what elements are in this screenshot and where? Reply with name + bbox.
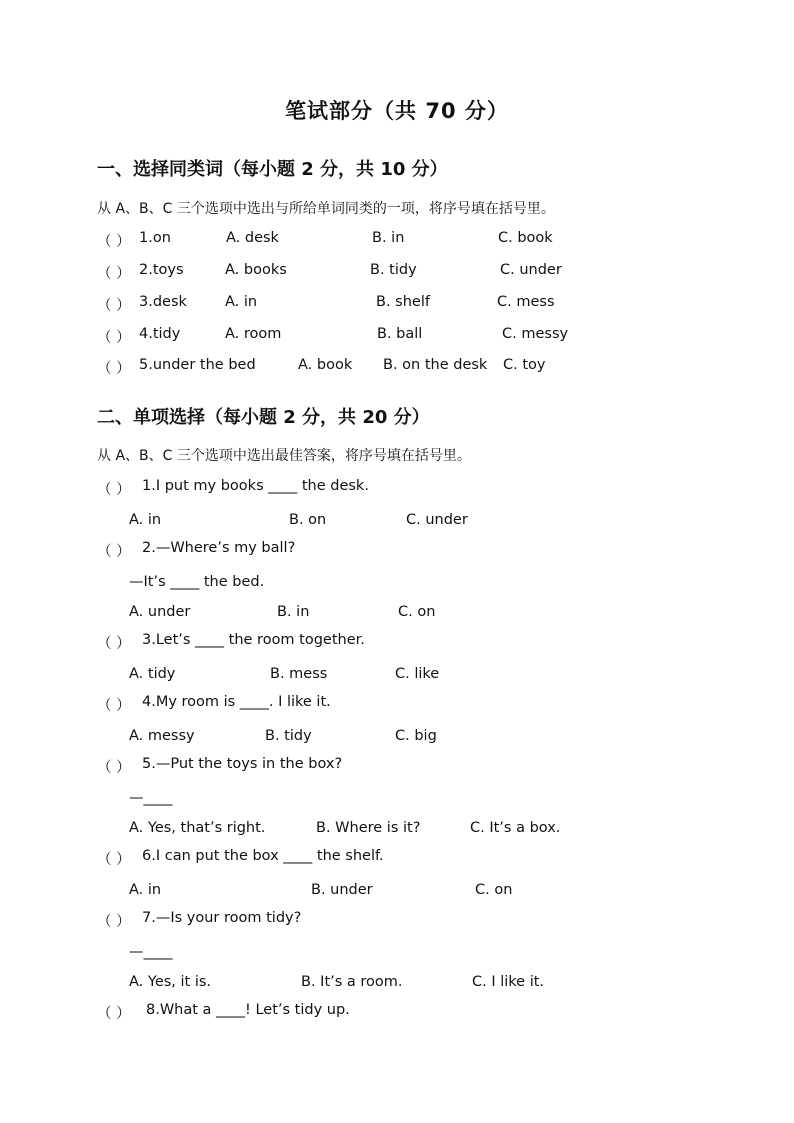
question-text: 7.—Is your room tidy?	[142, 910, 302, 926]
option-a: A. book	[298, 357, 353, 373]
answer-bracket[interactable]: （ ）	[97, 852, 131, 868]
option-b: B. Where is it?	[316, 820, 421, 836]
option-b: B. shelf	[376, 294, 430, 310]
option-c: C. big	[395, 728, 437, 744]
option-c: C. mess	[497, 294, 555, 310]
option-c: C. It’s a box.	[470, 820, 561, 836]
question-text: 2.—Where’s my ball?	[142, 540, 296, 556]
option-a: A. books	[225, 262, 287, 278]
option-a: A. tidy	[129, 666, 176, 682]
answer-bracket[interactable]: （ ）	[97, 234, 131, 250]
answer-bracket[interactable]: （ ）	[97, 266, 131, 282]
question-text: 5.—Put the toys in the box?	[142, 756, 343, 772]
question-line-2: —____	[129, 790, 173, 806]
question-text: 1.I put my books ____ the desk.	[142, 478, 369, 494]
option-c: C. I like it.	[472, 974, 545, 990]
question-text: 4.My room is ____. I like it.	[142, 694, 331, 710]
option-a: A. in	[129, 882, 162, 898]
question-word: 5.under the bed	[139, 357, 256, 373]
question-line-2: —____	[129, 944, 173, 960]
option-c: C. on	[398, 604, 436, 620]
option-b: B. in	[372, 230, 405, 246]
answer-bracket[interactable]: （ ）	[97, 914, 131, 930]
question-word: 1.on	[139, 230, 171, 246]
question-word: 2.toys	[139, 262, 184, 278]
answer-bracket[interactable]: （ ）	[97, 636, 131, 652]
option-b: B. It’s a room.	[301, 974, 403, 990]
section-1-instruction: 从 A、B、C 三个选项中选出与所给单词同类的一项，将序号填在括号里。	[97, 201, 555, 217]
answer-bracket[interactable]: （ ）	[97, 1006, 131, 1022]
option-a: A. Yes, that’s right.	[129, 820, 266, 836]
option-c: C. under	[500, 262, 562, 278]
section-2-instruction: 从 A、B、C 三个选项中选出最佳答案，将序号填在括号里。	[97, 448, 471, 464]
option-b: B. ball	[377, 326, 423, 342]
answer-bracket[interactable]: （ ）	[97, 330, 131, 346]
answer-bracket[interactable]: （ ）	[97, 482, 131, 498]
option-c: C. like	[395, 666, 440, 682]
answer-bracket[interactable]: （ ）	[97, 298, 131, 314]
question-text: 6.I can put the box ____ the shelf.	[142, 848, 384, 864]
section-2-heading: 二、单项选择（每小题 2 分，共 20 分）	[97, 407, 430, 428]
answer-bracket[interactable]: （ ）	[97, 361, 131, 377]
question-line-2: —It’s ____ the bed.	[129, 574, 265, 590]
option-b: B. in	[277, 604, 310, 620]
option-a: A. messy	[129, 728, 195, 744]
answer-bracket[interactable]: （ ）	[97, 698, 131, 714]
option-b: B. mess	[270, 666, 328, 682]
section-1-heading: 一、选择同类词（每小题 2 分，共 10 分）	[97, 159, 448, 180]
question-text: 8.What a ____! Let’s tidy up.	[146, 1002, 350, 1018]
option-a: A. Yes, it is.	[129, 974, 212, 990]
option-a: A. under	[129, 604, 191, 620]
option-a: A. in	[225, 294, 258, 310]
option-b: B. on the desk	[383, 357, 488, 373]
option-c: C. under	[406, 512, 468, 528]
question-word: 3.desk	[139, 294, 187, 310]
option-b: B. tidy	[370, 262, 417, 278]
option-c: C. book	[498, 230, 553, 246]
option-a: A. desk	[226, 230, 279, 246]
question-word: 4.tidy	[139, 326, 181, 342]
question-text: 3.Let’s ____ the room together.	[142, 632, 365, 648]
option-c: C. toy	[503, 357, 546, 373]
option-c: C. on	[475, 882, 513, 898]
page-title: 笔试部分（共 70 分）	[285, 99, 509, 123]
answer-bracket[interactable]: （ ）	[97, 760, 131, 776]
option-c: C. messy	[502, 326, 569, 342]
option-b: B. under	[311, 882, 373, 898]
option-a: A. room	[225, 326, 282, 342]
option-b: B. tidy	[265, 728, 312, 744]
answer-bracket[interactable]: （ ）	[97, 544, 131, 560]
option-a: A. in	[129, 512, 162, 528]
option-b: B. on	[289, 512, 327, 528]
